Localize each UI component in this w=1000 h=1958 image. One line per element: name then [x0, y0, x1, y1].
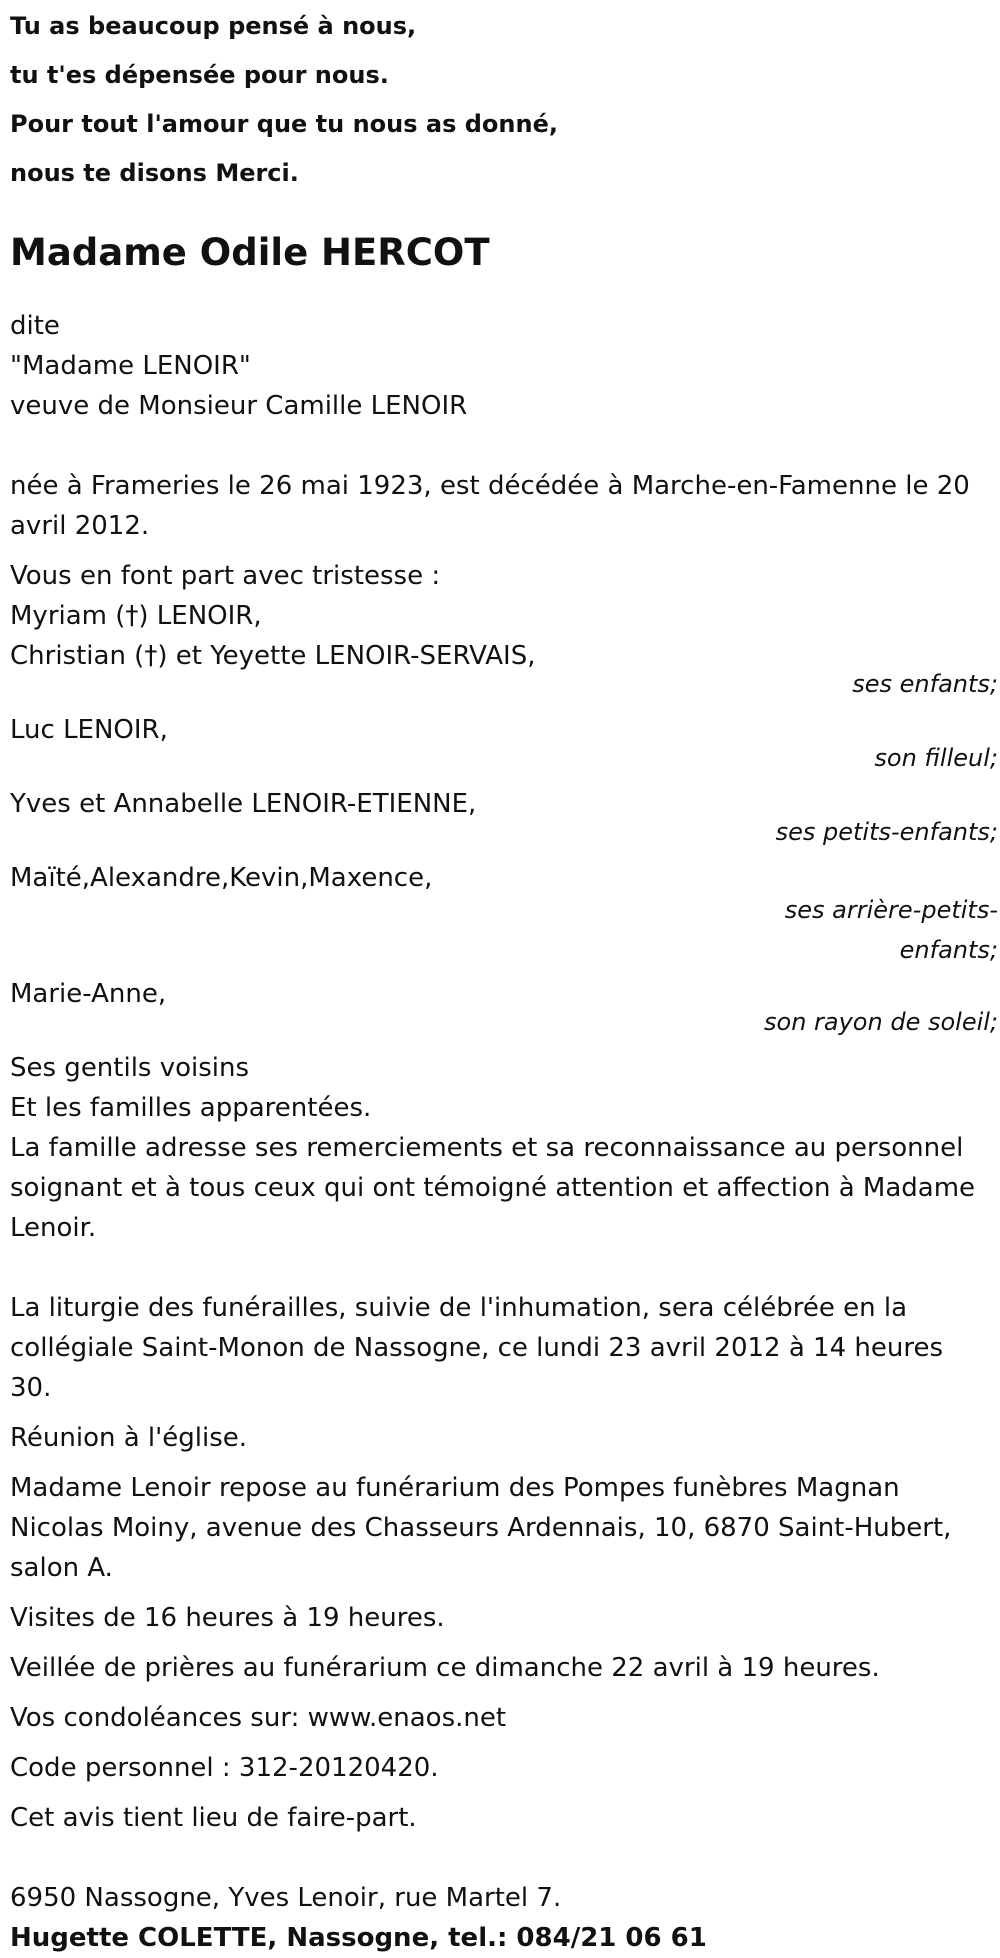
notice-text: Cet avis tient lieu de faire-part. — [10, 1803, 417, 1833]
family-address: 6950 Nassogne, Yves Lenoir, rue Martel 7. — [10, 1883, 562, 1913]
birth-death-text: née à Frameries le 26 mai 1923, est décédée à Marche-en-Famenne le 20 avril 2012. — [10, 471, 970, 541]
grandchildren-role: ses petits-enfants; — [775, 818, 998, 846]
personal-code: Code personnel : 312-20120420. — [10, 1753, 439, 1783]
poem-line: Tu as beaucoup pensé à nous, — [10, 12, 417, 40]
great-grandchildren-role: ses arrière-petits-enfants; — [784, 896, 998, 964]
condolences-text: Vos condoléances sur: www.enaos.net — [10, 1703, 507, 1733]
obituary-notice — [10, 0, 998, 1958]
deceased-name: Madame Odile HERCOT — [10, 231, 490, 274]
thanks-text: La famille adresse ses remerciements et sa reconnaissance au personnel soignant et à tous ceux qui ont témoigné attention et affection à Madame Lenoir. — [10, 1133, 976, 1243]
poem-line: nous te disons Merci. — [10, 159, 299, 187]
godson-name: Luc LENOIR, — [10, 715, 168, 745]
meeting-text: Réunion à l'église. — [10, 1423, 248, 1453]
dite-label: dite — [10, 311, 60, 341]
families-text: Et les familles apparentées. — [10, 1093, 372, 1123]
grandchildren-names: Yves et Annabelle LENOIR-ETIENNE, — [10, 789, 477, 819]
godson-role: son filleul; — [874, 744, 998, 772]
liturgy-text: La liturgie des funérailles, suivie de l'inhumation, sera célébrée en la collégiale Saint-Monon de Nassogne, ce lundi 23 avril 2012 à 14 heures 30. — [10, 1293, 944, 1403]
widow-of: veuve de Monsieur Camille LENOIR — [10, 391, 468, 421]
neighbours-text: Ses gentils voisins — [10, 1053, 250, 1083]
repose-text: Madame Lenoir repose au funérarium des Pompes funèbres Magnan Nicolas Moiny, avenue des Chasseurs Ardennais, 10, 6870 Saint-Hubert, salon A. — [10, 1473, 952, 1583]
undertaker-contact: Hugette COLETTE, Nassogne, tel.: 084/21 06 61 — [10, 1923, 707, 1953]
vigil-text: Veillée de prières au funérarium ce dimanche 22 avril à 19 heures. — [10, 1653, 880, 1683]
poem-line: Pour tout l'amour que tu nous as donné, — [10, 110, 558, 138]
sunshine-name: Marie-Anne, — [10, 979, 167, 1009]
poem-line: tu t'es dépensée pour nous. — [10, 61, 389, 89]
visits-text: Visites de 16 heures à 19 heures. — [10, 1603, 445, 1633]
child-name: Christian (†) et Yeyette LENOIR-SERVAIS, — [10, 641, 536, 671]
nickname: "Madame LENOIR" — [10, 351, 251, 381]
poem — [10, 0, 990, 198]
sunshine-role: son rayon de soleil; — [764, 1008, 998, 1036]
children-role: ses enfants; — [852, 670, 998, 698]
great-grandchildren-names: Maïté,Alexandre,Kevin,Maxence, — [10, 863, 433, 893]
announce-lead: Vous en font part avec tristesse : — [10, 561, 441, 591]
child-name: Myriam (†) LENOIR, — [10, 601, 262, 631]
